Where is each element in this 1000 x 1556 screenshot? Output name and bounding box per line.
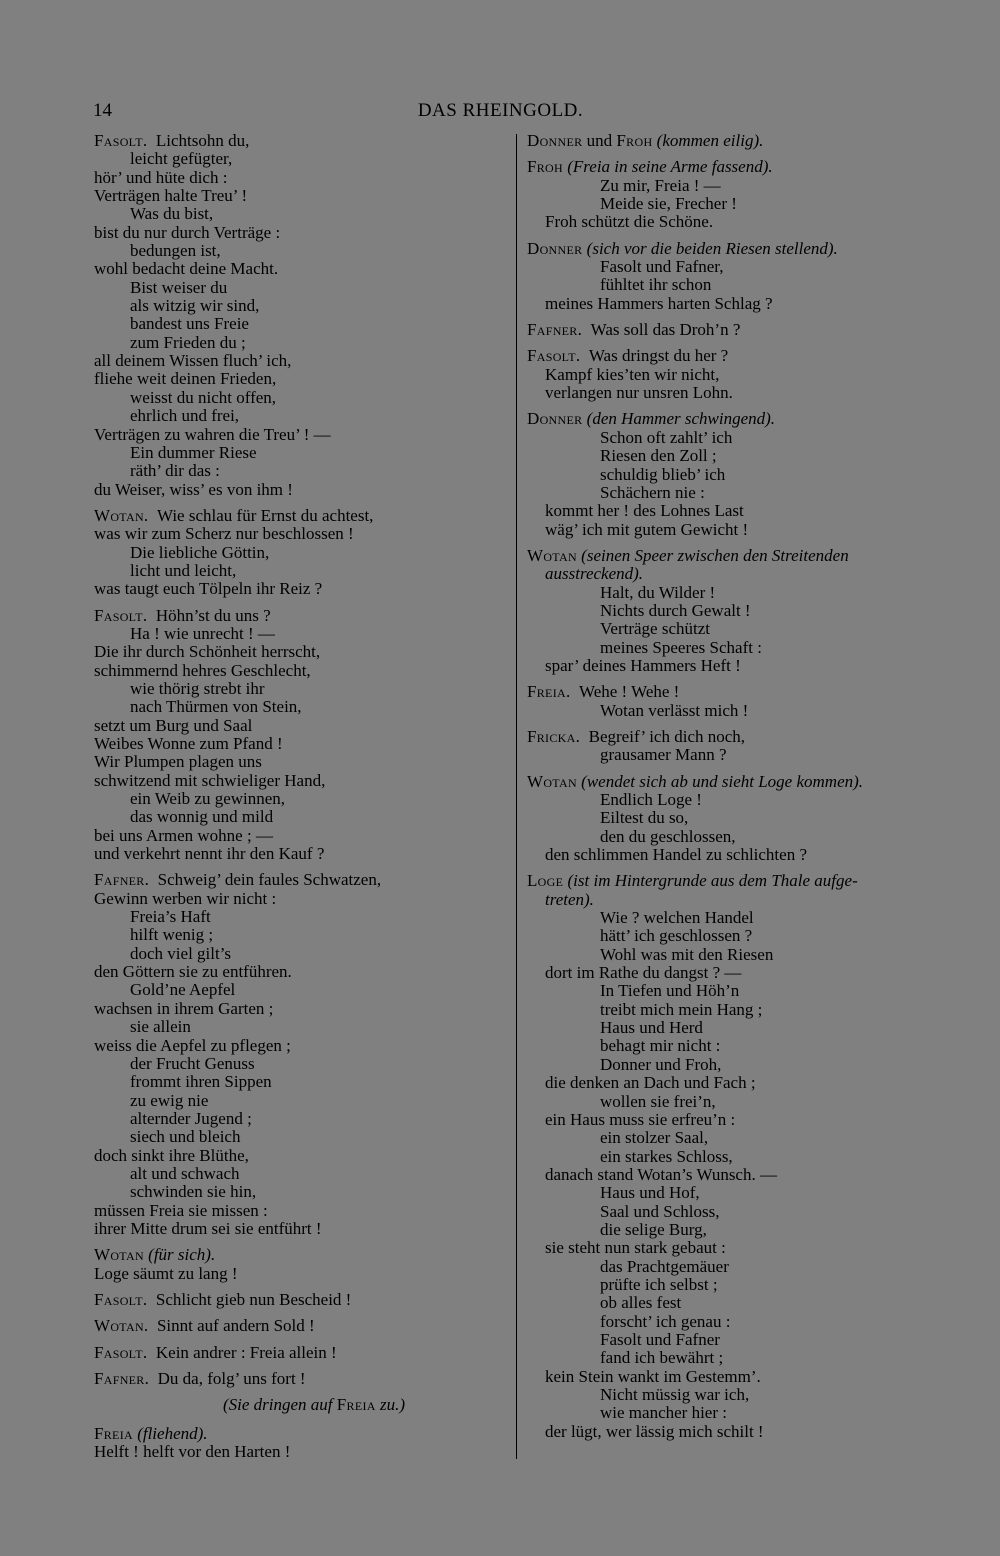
verse-line: Wotan verlässt mich !: [600, 700, 749, 720]
verse-line: zum Frieden du ;: [130, 332, 246, 352]
verse-line: Schächern nie :: [600, 482, 705, 502]
verse-line: bedungen ist,: [130, 241, 221, 261]
verse-line: Fasolt und Fafner,: [600, 257, 724, 277]
verse-line: kein Stein wankt im Gestemm’.: [545, 1366, 761, 1386]
verse-line: verlangen nur unsren Lohn.: [545, 383, 733, 403]
stage-direction: (seinen Speer zwischen den Streitenden: [581, 545, 849, 565]
speaker-name: Fasolt.: [94, 605, 148, 625]
verse-line: schuldig blieb’ ich: [600, 464, 726, 484]
verse-line: bandest uns Freie: [130, 314, 249, 334]
verse-line: Bist weiser du: [130, 277, 228, 297]
speaker-name: Fasolt.: [94, 1342, 148, 1362]
stage-direction: [94, 1396, 494, 1414]
stage-direction-text: zu.): [379, 1395, 406, 1415]
speaker-name: Wotan: [94, 1245, 144, 1265]
verse-line: hätt’ ich geschlossen ?: [600, 926, 753, 946]
speech-cue-line: [94, 607, 494, 625]
stage-direction: (den Hammer schwingend).: [586, 409, 776, 429]
speech-line: Begreif’ ich dich noch,: [588, 726, 746, 746]
speech-cue-line: [527, 410, 947, 428]
verse-line: treibt mich mein Hang ;: [600, 999, 763, 1019]
verse-line: als witzig wir sind,: [130, 296, 260, 316]
verse-line: das wonnig und mild: [130, 807, 274, 827]
verse-line: Halt, du Wilder !: [600, 582, 716, 602]
verse-line: Helft ! helft vor den Harten !: [94, 1442, 291, 1462]
speech-line: Lichtsohn du,: [155, 131, 250, 150]
page-number: 14: [93, 100, 112, 121]
verse-line: Verträgen halte Treu’ !: [94, 186, 248, 206]
speaker-name: Fafner.: [94, 870, 150, 890]
speech-block: [94, 1344, 494, 1362]
verse-line: ein Haus muss sie erfreu’n :: [545, 1109, 736, 1129]
speaker-name: Wotan.: [94, 505, 149, 525]
verse-line: räth’ dir das :: [130, 461, 220, 481]
verse-line: nach Thürmen von Stein,: [130, 697, 302, 717]
speech-line: Höhn’st du uns ?: [155, 605, 271, 625]
verse-line: Donner und Froh,: [600, 1054, 722, 1074]
speech-cue-line: [527, 321, 947, 339]
verse-line: Saal und Schloss,: [600, 1201, 720, 1221]
verse-line: zu ewig nie: [130, 1090, 209, 1110]
speaker-name: Wotan: [527, 771, 577, 791]
verse-line: Riesen den Zoll ;: [600, 446, 717, 466]
verse-line: setzt um Burg und Saal: [94, 715, 253, 735]
verse-line: wachsen in ihrem Garten ;: [94, 998, 274, 1018]
verse-line: Haus und Hof,: [600, 1183, 700, 1203]
speaker-name: Froh: [616, 131, 653, 150]
verse-line: alternder Jugend ;: [130, 1108, 252, 1128]
speech-cue-line: [527, 728, 947, 746]
page-header: [93, 100, 908, 126]
verse-line: den du geschlossen,: [600, 826, 736, 846]
stage-direction: (kommen eilig).: [656, 131, 764, 150]
verse-line: Weibes Wonne zum Pfand !: [94, 734, 283, 753]
stage-direction: (für sich).: [148, 1245, 216, 1265]
verse-line: fühltet ihr schon: [600, 275, 712, 295]
verse-line: die selige Burg,: [600, 1219, 707, 1239]
speech-cue-line: [527, 132, 947, 150]
verse-line: Eiltest du so,: [600, 808, 689, 828]
speaker-name: Wotan.: [94, 1316, 149, 1336]
speaker-name: Fafner.: [527, 320, 583, 340]
verse-line: Verträge schützt: [600, 619, 710, 639]
stage-direction-continued: treten).: [545, 889, 594, 909]
verse-line: fand ich bewährt ;: [600, 1348, 724, 1368]
verse-line: forscht’ ich genau :: [600, 1311, 731, 1331]
speaker-name: Donner: [527, 409, 583, 429]
verse-line: siech und bleich: [130, 1127, 241, 1147]
verse-line: Zu mir, Freia ! —: [600, 175, 721, 195]
speaker-name: Wotan: [527, 545, 577, 565]
verse-line: der Frucht Genuss: [130, 1053, 255, 1073]
speech-block: [94, 1317, 494, 1335]
speech-cue-line: [94, 1246, 494, 1264]
verse-line: ein starkes Schloss,: [600, 1146, 733, 1166]
speaker-name: Fasolt.: [94, 131, 148, 150]
speech-line: Was soll das Droh’n ?: [590, 320, 741, 340]
speaker-name: Loge: [527, 871, 564, 891]
speech-cue-line: [94, 507, 494, 525]
verse-line: Wie ? welchen Handel: [600, 908, 754, 928]
speaker-name: Donner: [527, 238, 583, 258]
verse-line: leicht gefügter,: [130, 149, 233, 169]
verse-line: Wohl was mit den Riesen: [600, 944, 774, 964]
speaker-name: Froh: [527, 157, 563, 177]
speech-block: [527, 347, 947, 402]
speech-cue-line: [94, 132, 494, 150]
verse-line: Nicht müssig war ich,: [600, 1385, 750, 1404]
speaker-name: Freia.: [527, 682, 571, 702]
speaker-name: Fricka.: [527, 726, 581, 746]
verse-line: die denken an Dach und Fach ;: [545, 1073, 756, 1093]
verse-line: schwitzend mit schwieliger Hand,: [94, 770, 326, 790]
speaker-name: Fasolt.: [527, 346, 581, 366]
verse-line: Nichts durch Gewalt !: [600, 600, 751, 620]
stage-direction: (ist im Hintergrunde aus dem Thale aufge-: [567, 871, 858, 891]
verse-line: spar’ deines Hammers Heft !: [545, 655, 741, 675]
speech-cue-line: [527, 683, 947, 701]
verse-line: den Göttern sie zu entführen.: [94, 962, 292, 982]
verse-line: wäg’ ich mit gutem Gewicht !: [545, 519, 749, 539]
verse-line: was taugt euch Tölpeln ihr Reiz ?: [94, 579, 323, 599]
speech-block: [527, 773, 947, 865]
speaker-name: Freia: [94, 1423, 133, 1443]
speech-cue-line: [527, 158, 947, 176]
verse-line: Freia’s Haft: [130, 907, 211, 927]
verse-line: prüfte ich selbst ;: [600, 1274, 718, 1294]
verse-line: Kampf kies’ten wir nicht,: [545, 364, 720, 384]
verse-line: frommt ihren Sippen: [130, 1072, 272, 1092]
verse-line: Fasolt und Fafner: [600, 1329, 720, 1349]
speech-line: Schlicht gieb nun Bescheid !: [155, 1289, 352, 1309]
verse-line: Ha ! wie unrecht ! —: [130, 623, 275, 643]
speech-block: [527, 158, 947, 231]
verse-line: Die liebliche Göttin,: [130, 542, 270, 562]
running-title: DAS RHEINGOLD.: [417, 100, 584, 121]
speech-line: Kein andrer : Freia allein !: [155, 1342, 337, 1362]
verse-line: meines Speeres Schaft :: [600, 637, 762, 657]
verse-line: Endlich Loge !: [600, 790, 702, 809]
speech-line: Wie schlau für Ernst du achtest,: [156, 505, 374, 525]
verse-line: wollen sie frei’n,: [600, 1091, 716, 1111]
verse-line: hör’ und hüte dich :: [94, 167, 228, 187]
verse-line: ihrer Mitte drum sei sie entführt !: [94, 1218, 322, 1238]
verse-line: kommt her ! des Lohnes Last: [545, 501, 744, 521]
verse-line: Ein dummer Riese: [130, 442, 257, 462]
verse-line: grausamer Mann ?: [600, 745, 727, 765]
verse-line: schwinden sie hin,: [130, 1182, 257, 1202]
verse-line: bist du nur durch Verträge :: [94, 222, 281, 242]
verse-line: ob alles fest: [600, 1293, 682, 1313]
connector-text: und: [582, 131, 617, 150]
speech-block: [527, 728, 947, 765]
speech-cue-line: [527, 347, 947, 365]
speech-line: Was dringst du her ?: [588, 346, 729, 366]
verse-line: und verkehrt nennt ihr den Kauf ?: [94, 844, 325, 864]
verse-line: danach stand Wotan’s Wunsch. —: [545, 1164, 777, 1184]
verse-line: Gold’ne Aepfel: [130, 980, 236, 1000]
verse-line: den schlimmen Handel zu schlichten ?: [545, 845, 807, 865]
verse-line: sie allein: [130, 1017, 191, 1037]
verse-line: was wir zum Scherz nur beschlossen !: [94, 524, 354, 544]
verse-line: weisst du nicht offen,: [130, 387, 277, 407]
verse-line: du Weiser, wiss’ es von ihm !: [94, 479, 293, 499]
verse-line: Loge säumt zu lang !: [94, 1263, 238, 1283]
speech-line: Sinnt auf andern Sold !: [156, 1316, 315, 1336]
verse-line: schimmernd hehres Geschlecht,: [94, 660, 311, 680]
speech-block: [527, 872, 947, 1441]
speech-block: [94, 1425, 494, 1462]
verse-line: licht und leicht,: [130, 560, 237, 580]
speech-block: [527, 240, 947, 313]
speech-block: [527, 547, 947, 675]
verse-line: sie steht nun stark gebaut :: [545, 1238, 726, 1258]
verse-line: Schon oft zahlt’ ich: [600, 427, 733, 447]
speech-block: [527, 683, 947, 720]
stage-direction: (Freia in seine Arme fassend).: [567, 157, 773, 177]
verse-line: Haus und Herd: [600, 1018, 703, 1038]
verse-line: wie thörig strebt ihr: [130, 678, 265, 698]
stage-direction-continued: ausstreckend).: [545, 564, 644, 584]
speaker-name: Donner: [527, 131, 583, 150]
speaker-name: Fafner.: [94, 1369, 150, 1388]
speech-line: Schweig’ dein faules Schwatzen,: [157, 870, 382, 890]
verse-line: doch sinkt ihre Blüthe,: [94, 1145, 249, 1165]
verse-line: wie mancher hier :: [600, 1403, 727, 1423]
speech-block: [527, 410, 947, 538]
speech-block: [94, 607, 494, 864]
verse-line: ein Weib zu gewinnen,: [130, 789, 286, 809]
speech-cue-line: [527, 547, 947, 565]
speech-block: [94, 132, 494, 499]
verse-line: Wir Plumpen plagen uns: [94, 752, 262, 772]
column-divider: [516, 134, 517, 1459]
verse-line: hilft wenig ;: [130, 925, 214, 945]
speech-cue-line: [94, 1370, 494, 1388]
verse-line: der lügt, wer lässig mich schilt !: [545, 1421, 764, 1441]
verse-line: ehrlich und frei,: [130, 406, 240, 426]
speech-block: [527, 132, 947, 150]
verse-line: Was du bist,: [130, 204, 214, 224]
verse-line: Gewinn werben wir nicht :: [94, 888, 277, 908]
left-column: [94, 132, 494, 1469]
speech-cue-line: [94, 871, 494, 889]
verse-line: behagt mir nicht :: [600, 1036, 721, 1056]
speech-cue-line: [94, 1425, 494, 1443]
verse-line: ein stolzer Saal,: [600, 1128, 709, 1148]
verse-line: doch viel gilt’s: [130, 943, 232, 963]
verse-line: wohl bedacht deine Macht.: [94, 259, 279, 279]
verse-line: Die ihr durch Schönheit herrscht,: [94, 642, 321, 662]
speech-cue-line: [527, 240, 947, 258]
speech-cue-line: [527, 872, 947, 890]
verse-line: weiss die Aepfel zu pflegen ;: [94, 1035, 291, 1055]
verse-line: das Prachtgemäuer: [600, 1256, 729, 1276]
verse-line: müssen Freia sie missen :: [94, 1200, 268, 1220]
right-column: [527, 132, 947, 1449]
character-name: Freia: [336, 1395, 376, 1415]
verse-line: Verträgen zu wahren die Treu’ ! —: [94, 424, 331, 444]
verse-line: meines Hammers harten Schlag ?: [545, 293, 773, 313]
verse-line: Meide sie, Frecher !: [600, 194, 737, 214]
speech-block: [94, 1291, 494, 1309]
speech-cue-line: [94, 1317, 494, 1335]
stage-direction: (fliehend).: [137, 1423, 208, 1443]
speech-cue-line: [94, 1344, 494, 1362]
stage-direction: (sich vor die beiden Riesen stellend).: [586, 238, 838, 258]
verse-line: dort im Rathe du dangst ? —: [545, 963, 742, 983]
speech-cue-line: [94, 1291, 494, 1309]
verse-line: Froh schützt die Schöne.: [545, 212, 714, 232]
verse-line: In Tiefen und Höh’n: [600, 981, 740, 1001]
stage-direction-text: (Sie dringen auf: [222, 1395, 333, 1415]
speech-block: [94, 1370, 494, 1388]
verse-line: fliehe weit deinen Frieden,: [94, 369, 277, 389]
speaker-name: Fasolt.: [94, 1289, 148, 1309]
speech-cue-line: [527, 773, 947, 791]
speech-line: Wehe ! Wehe !: [579, 682, 680, 702]
speech-block: [527, 321, 947, 339]
speech-line: Du da, folg’ uns fort !: [157, 1369, 306, 1388]
verse-line: bei uns Armen wohne ; —: [94, 825, 273, 845]
verse-line: all deinem Wissen fluch’ ich,: [94, 351, 292, 371]
speech-block: [94, 871, 494, 1238]
speech-block: [94, 507, 494, 599]
stage-direction: (wendet sich ab und sieht Loge kommen).: [581, 771, 864, 791]
verse-line: alt und schwach: [130, 1163, 240, 1183]
speech-block: [94, 1246, 494, 1283]
